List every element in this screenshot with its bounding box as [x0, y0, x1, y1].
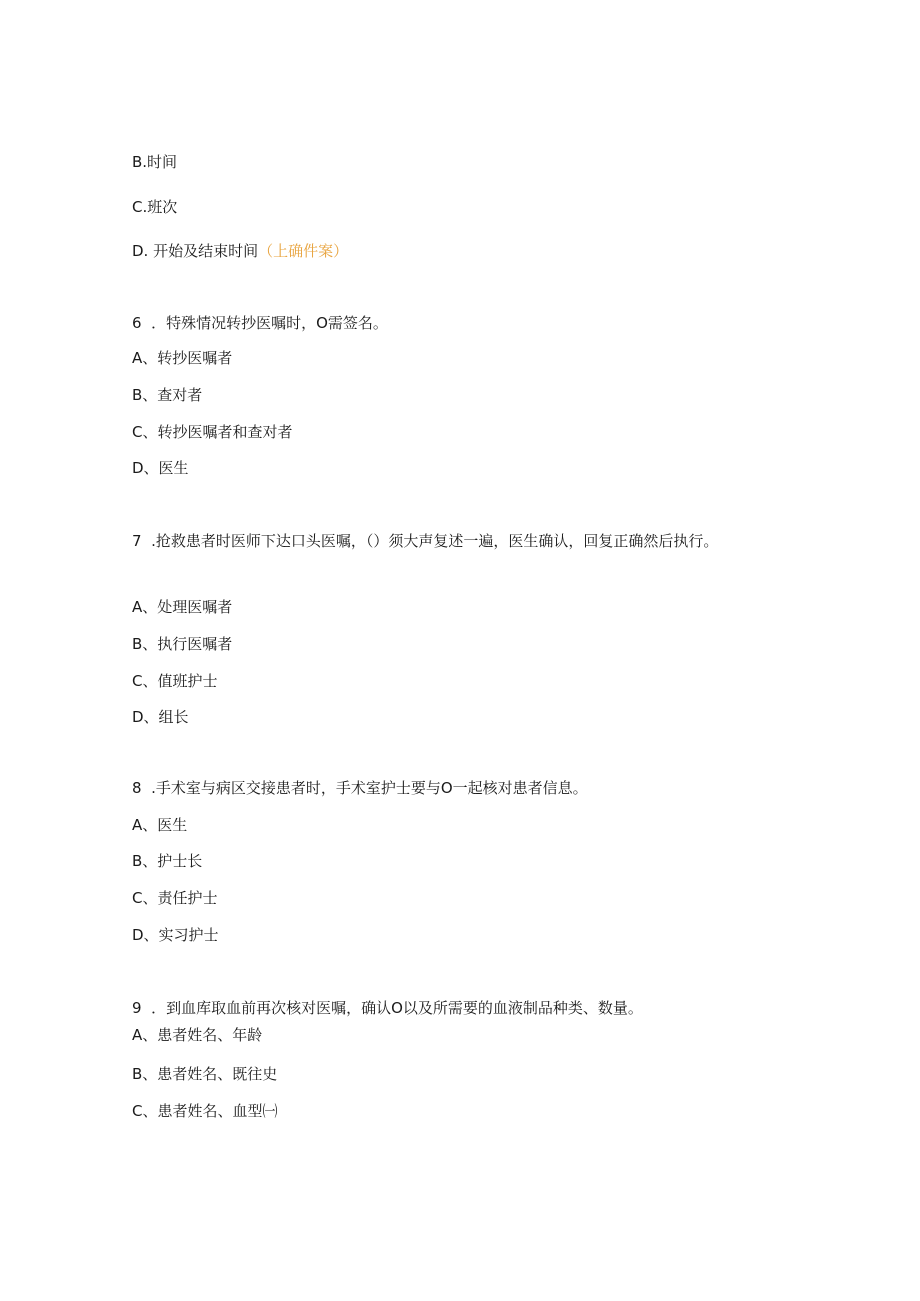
question-stem — [132, 526, 782, 556]
option-a: A、处理医嘱者 — [132, 598, 233, 616]
option-d — [132, 241, 348, 261]
question-text: .手术室与病区交接患者时，手术室护士要与O一起核对患者信息。 — [151, 779, 588, 797]
question-text: ．到血库取血前再次核对医嘱，确认O以及所需要的血液制品种类、数量。 — [151, 999, 643, 1017]
option-a: A、患者姓名、年龄 — [132, 1026, 263, 1044]
option-c: C、患者姓名、血型㈠ — [132, 1102, 278, 1120]
question-stem — [132, 313, 388, 333]
question-number: 7 — [132, 532, 142, 550]
answer-annotation: （上确件案） — [258, 242, 349, 260]
option-b: B.时间 — [132, 153, 178, 171]
question-number: 9 — [132, 999, 142, 1017]
question-number: 6 — [132, 314, 142, 332]
option-d: D、医生 — [132, 459, 189, 477]
option-a: A、医生 — [132, 816, 188, 834]
option-d: D、组长 — [132, 708, 189, 726]
question-stem — [132, 778, 588, 798]
question-number: 8 — [132, 779, 142, 797]
option-text: D. 开始及结束时间 — [132, 242, 259, 260]
question-text: ．特殊情况转抄医嘱时，O需签名。 — [151, 314, 388, 332]
option-c: C.班次 — [132, 198, 178, 216]
option-c: C、责任护士 — [132, 889, 218, 907]
option-a: A、转抄医嘱者 — [132, 349, 233, 367]
question-text: .抢救患者时医师下达口头医嘱，（）须大声复述一遍，医生确认，回复正确然后执行。 — [151, 532, 719, 550]
option-b: B、执行医嘱者 — [132, 635, 233, 653]
option-c: C、值班护士 — [132, 672, 218, 690]
option-b: B、护士长 — [132, 852, 203, 870]
option-d: D、实习护士 — [132, 926, 219, 944]
option-b: B、查对者 — [132, 386, 203, 404]
option-c: C、转抄医嘱者和查对者 — [132, 423, 293, 441]
question-stem — [132, 998, 643, 1018]
option-b: B、患者姓名、既往史 — [132, 1065, 278, 1083]
